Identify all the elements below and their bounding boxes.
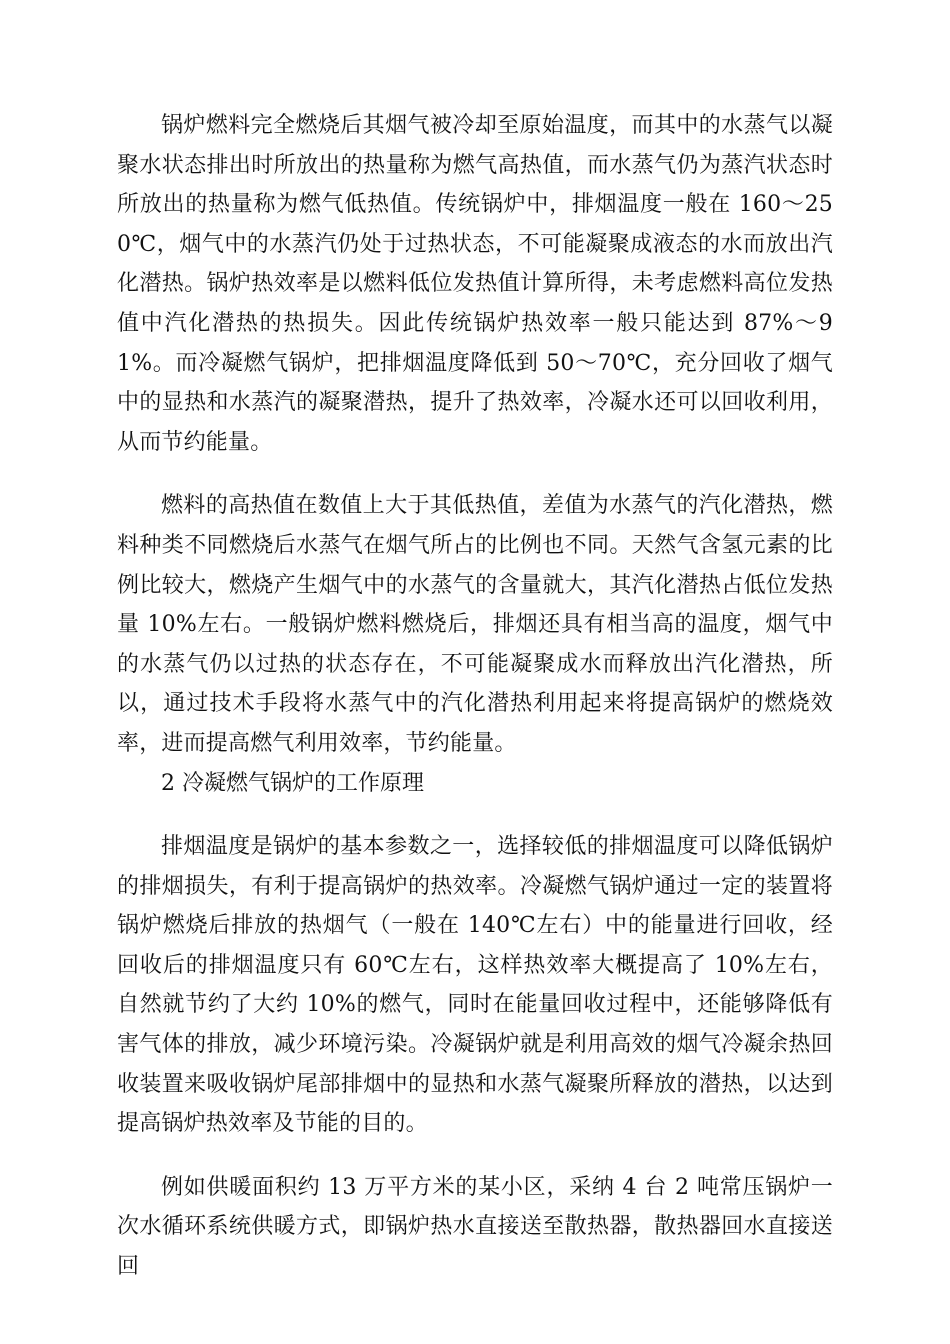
- section-heading: 2 冷凝燃气锅炉的工作原理: [161, 770, 424, 796]
- document-page: [117, 106, 833, 1287]
- paragraph-working-principle: 排烟温度是锅炉的基本参数之一，选择较低的排烟温度可以降低锅炉的排烟损失，有利于提高锅炉的热效率。冷凝燃气锅炉通过一定的装置将锅炉燃烧后排放的热烟气（一般在 140℃左右）中的能量进行回收，经回收后的排烟温度只有 60℃左右，这样热效率大概提高了 10%左右，自然就节约了大约 10%的燃气，同时在能量回收过程中，还能够降低有害气体的排放，减少环境污染。冷凝锅炉就是利用高效的烟气冷凝余热回收装置来吸收锅炉尾部排烟中的显热和水蒸气凝聚所释放的潜热，以达到提高锅炉热效率及节能的目的。: [117, 834, 833, 1137]
- paragraph-latent-heat: 燃料的高热值在数值上大于其低热值，差值为水蒸气的汽化潜热，燃料种类不同燃烧后水蒸气在烟气所占的比例也不同。天然气含氢元素的比例比较大，燃烧产生烟气中的水蒸气的含量就大，其汽化潜热占低位发热量 10%左右。一般锅炉燃料燃烧后，排烟还具有相当高的温度，烟气中的水蒸气仍以过热的状态存在，不可能凝聚成水而释放出汽化潜热，所以，通过技术手段将水蒸气中的汽化潜热利用起来将提高锅炉的燃烧效率，进而提高燃气利用效率，节约能量。: [117, 493, 833, 756]
- paragraph-example-community: 例如供暖面积约 13 万平方米的某小区，采纳 4 台 2 吨常压锅炉一次水循环系统供暖方式，即锅炉热水直接送至散热器，散热器回水直接送回: [117, 1174, 833, 1280]
- paragraph-condensing-heat-value: 锅炉燃料完全燃烧后其烟气被冷却至原始温度，而其中的水蒸气以凝聚水状态排出时所放出的热量称为燃气高热值，而水蒸气仍为蒸汽状态时所放出的热量称为燃气低热值。传统锅炉中，排烟温度一般在 160～250℃，烟气中的水蒸汽仍处于过热状态，不可能凝聚成液态的水而放出汽化潜热。锅炉热效率是以燃料低位发热值计算所得，未考虑燃料高位发热值中汽化潜热的热损失。因此传统锅炉热效率一般只能达到 87%～91%。而冷凝燃气锅炉，把排烟温度降低到 50～70℃，充分回收了烟气中的显热和水蒸汽的凝聚潜热，提升了热效率，冷凝水还可以回收利用，从而节约能量。: [117, 113, 833, 455]
